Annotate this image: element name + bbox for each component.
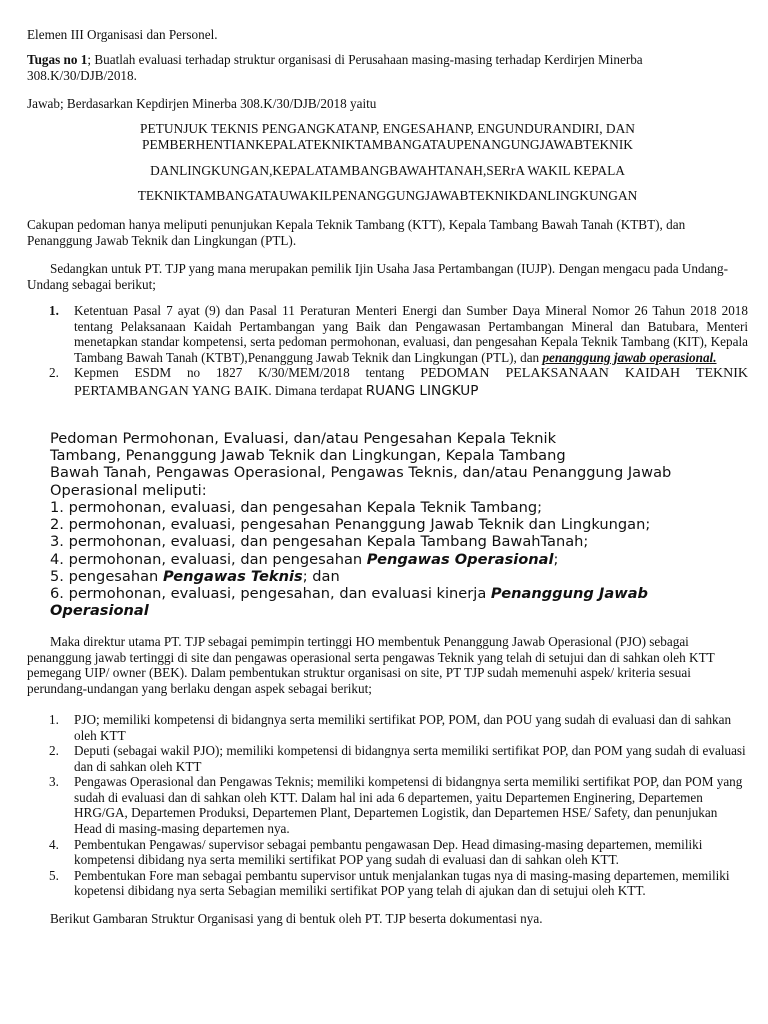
list-item xyxy=(27,743,748,774)
list-number: 1. xyxy=(49,712,59,727)
aspect-text: PJO; memiliki kompetensi di bidangnya serta memiliki sertifikat POP, POM, dan POU yang sudah di evaluasi dan di sahkan oleh KTT xyxy=(74,712,732,743)
regulation-title: PEDOMAN PELAKSANAAN KAIDAH TEKNIK PERTAMBANGAN YANG BAIK xyxy=(74,366,749,399)
regulation-text: Ketentuan Pasal 7 ayat (9) dan Pasal 11 Peraturan Menteri Energi dan Sumber Daya Mineral Nomor 26 Tahun 2018 2018 tentang Pelaksanaan Kaidah Pertambangan yang Baik dan Pengawasan Pertambangan Mineral dan Batubara, Menteri menetapkan standar kompetensi, serta pedoman permohonan, evaluasi, dan pengesahan Kepala Teknik Tambang (KIT), Kepala Tambang Bawah Tanah (KTBT),Penanggung Jawab Teknik dan Lingkungan (PTL), dan xyxy=(74,303,748,365)
director-paragraph: Maka direktur utama PT. TJP sebagai pemimpin tertinggi HO membentuk Penanggung Jawab Operasional (PJO) sebagai penanggung jawab tertinggi di site dan pengawas operasional serta pengawas Teknik yang telah di setujui dan di sahkan oleh KTT pemegang UIP/ owner (BEK). Dalam pembentukan struktur organisasi on site, PT TJP sudah memenuhi aspek/ kriteria sesuai perundang-undangan yang berlaku dengan aspek sebagai berikut; xyxy=(27,634,715,696)
guideline-title xyxy=(27,121,748,204)
aspect-text: Pengawas Operasional dan Pengawas Teknis; memiliki kompetensi di bidangnya serta memiliki sertifikat POP, dan POM yang sudah di evaluasi dan di sahkan oleh KTT. Dalam hal ini ada 6 departemen, yaitu Departemen Enginering, Departemen HRG/GA, Departemen Produksi, Departemen Plant, Departemen Logistik, dan Departemen HSE/ Safety, dan penunjukan Head di masing-masing departemen nya. xyxy=(74,774,743,837)
scope-line-text: 4. permohonan, evaluasi, dan pengesahan xyxy=(50,550,367,568)
scope-line: Pedoman Permohonan, Evaluasi, dan/atau Pengesahan Kepala Teknik xyxy=(50,430,557,447)
regulation-list xyxy=(27,303,748,400)
regulation-tail: RUANG LINGKUP xyxy=(365,382,479,399)
aspect-text: Pembentukan Pengawas/ supervisor sebagai pembantu pengawasan Dep. Head dimasing-masing departemen, memiliki kompetensi dibidang nya serta memiliki sertifikat POP yang sudah di evaluasi dan di sahkan oleh KTT. xyxy=(74,836,703,868)
closing-paragraph: Berikut Gambaran Struktur Organisasi yang di bentuk oleh PT. TJP beserta dokumentasi nya. xyxy=(50,911,543,926)
title-line: PETUNJUK TEKNIS PENGANGKATANP, ENGESAHANP, ENGUNDURANDIRI, DAN xyxy=(140,121,635,136)
list-item xyxy=(27,712,748,743)
scope-line: Bawah Tanah, Pengawas Operasional, Pengawas Teknis, dan/atau Penanggung Jawab xyxy=(50,464,672,482)
list-item xyxy=(27,837,748,868)
list-number: 3. xyxy=(49,774,59,790)
scope-line xyxy=(50,568,728,585)
list-number: 2. xyxy=(49,365,59,381)
list-item xyxy=(27,868,748,899)
regulation-emphasis: penanggung jawab operasional. xyxy=(542,349,717,365)
list-number: 5. xyxy=(49,867,59,883)
scope-line xyxy=(50,551,728,568)
title-line: DANLINGKUNGAN,KEPALATAMBANGBAWAHTANAH,SERrA WAKIL KEPALA xyxy=(150,162,625,178)
regulation-text: Kepmen ESDM no 1827 K/30/MEM/2018 tentang xyxy=(74,365,421,381)
task-text: ; Buatlah evaluasi terhadap struktur organisasi di Perusahaan masing-masing terhadap Kerdirjen Minerba 308.K/30/DJB/2018. xyxy=(27,52,643,83)
scope-line: 1. permohonan, evaluasi, dan pengesahan Kepala Teknik Tambang; xyxy=(50,498,543,516)
scope-line: 2. permohonan, evaluasi, pengesahan Penanggung Jawab Teknik dan Lingkungan; xyxy=(50,516,651,534)
scope-block xyxy=(50,430,728,619)
scope-line-text: 6. permohonan, evaluasi, pengesahan, dan evaluasi kinerja xyxy=(50,584,491,602)
regulation-text: . Dimana terdapat xyxy=(268,382,366,398)
aspect-list xyxy=(27,712,748,899)
title-line: TEKNIKTAMBANGATAUWAKILPENANGGUNGJAWABTEKNIKDANLINGKUNGAN xyxy=(137,188,638,204)
scope-line-emphasis: Pengawas Teknis xyxy=(162,567,303,585)
list-number: 1. xyxy=(49,303,59,318)
list-item xyxy=(27,303,748,365)
task-label: Tugas no 1 xyxy=(27,52,88,67)
answer-intro: Jawab; Berdasarkan Kepdirjen Minerba 308.K/30/DJB/2018 yaitu xyxy=(27,96,377,111)
scope-line: 3. permohonan, evaluasi, dan pengesahan Kepala Tambang BawahTanah; xyxy=(50,533,589,551)
scope-paragraph: Cakupan pedoman hanya meliputi penunjukan Kepala Teknik Tambang (KTT), Kepala Tambang Bawah Tanah (KTBT), dan Penanggung Jawab Teknik dan Lingkungan (PTL). xyxy=(27,217,686,248)
scope-line-text: ; xyxy=(553,550,559,568)
title-line: PEMBERHENTIANKEPALATEKNIKTAMBANGATAUPENANGUNGJAWABTEKNIK xyxy=(142,136,633,152)
scope-line-text: 5. pengesahan xyxy=(50,567,163,585)
scope-line-emphasis: Pengawas Operasional xyxy=(366,550,554,568)
tjp-intro-paragraph: Sedangkan untuk PT. TJP yang mana merupakan pemilik Ijin Usaha Jasa Pertambangan (IUJP). Dengan mengacu pada Undang-Undang sebagai berikut; xyxy=(27,261,729,292)
task-paragraph xyxy=(27,52,748,83)
scope-line: Operasional meliputi: xyxy=(50,481,207,499)
list-number: 2. xyxy=(49,743,59,759)
scope-line: Tambang, Penanggung Jawab Teknik dan Lingkungan, Kepala Tambang xyxy=(50,447,566,465)
aspect-text: Deputi (sebagai wakil PJO); memiliki kompetensi di bidangnya serta memiliki sertifikat POP, dan POM yang sudah di evaluasi dan di sahkan oleh KTT xyxy=(74,743,746,774)
list-item xyxy=(27,774,748,836)
aspect-text: Pembentukan Fore man sebagai pembantu supervisor untuk menjalankan tugas nya di masing-masing departemen, memiliki kopetensi dibidang nya serta Sebagian memiliki sertifikat POP yang telah di ajukan dan di setujui oleh KTT. xyxy=(74,867,730,899)
scope-line-text: ; dan xyxy=(302,567,340,585)
section-heading: Elemen III Organisasi dan Personel. xyxy=(27,27,218,42)
scope-line-emphasis: Penanggung Jawab Operasional xyxy=(50,584,648,620)
list-item xyxy=(27,365,748,400)
scope-line xyxy=(50,585,728,619)
list-number: 4. xyxy=(49,836,59,852)
